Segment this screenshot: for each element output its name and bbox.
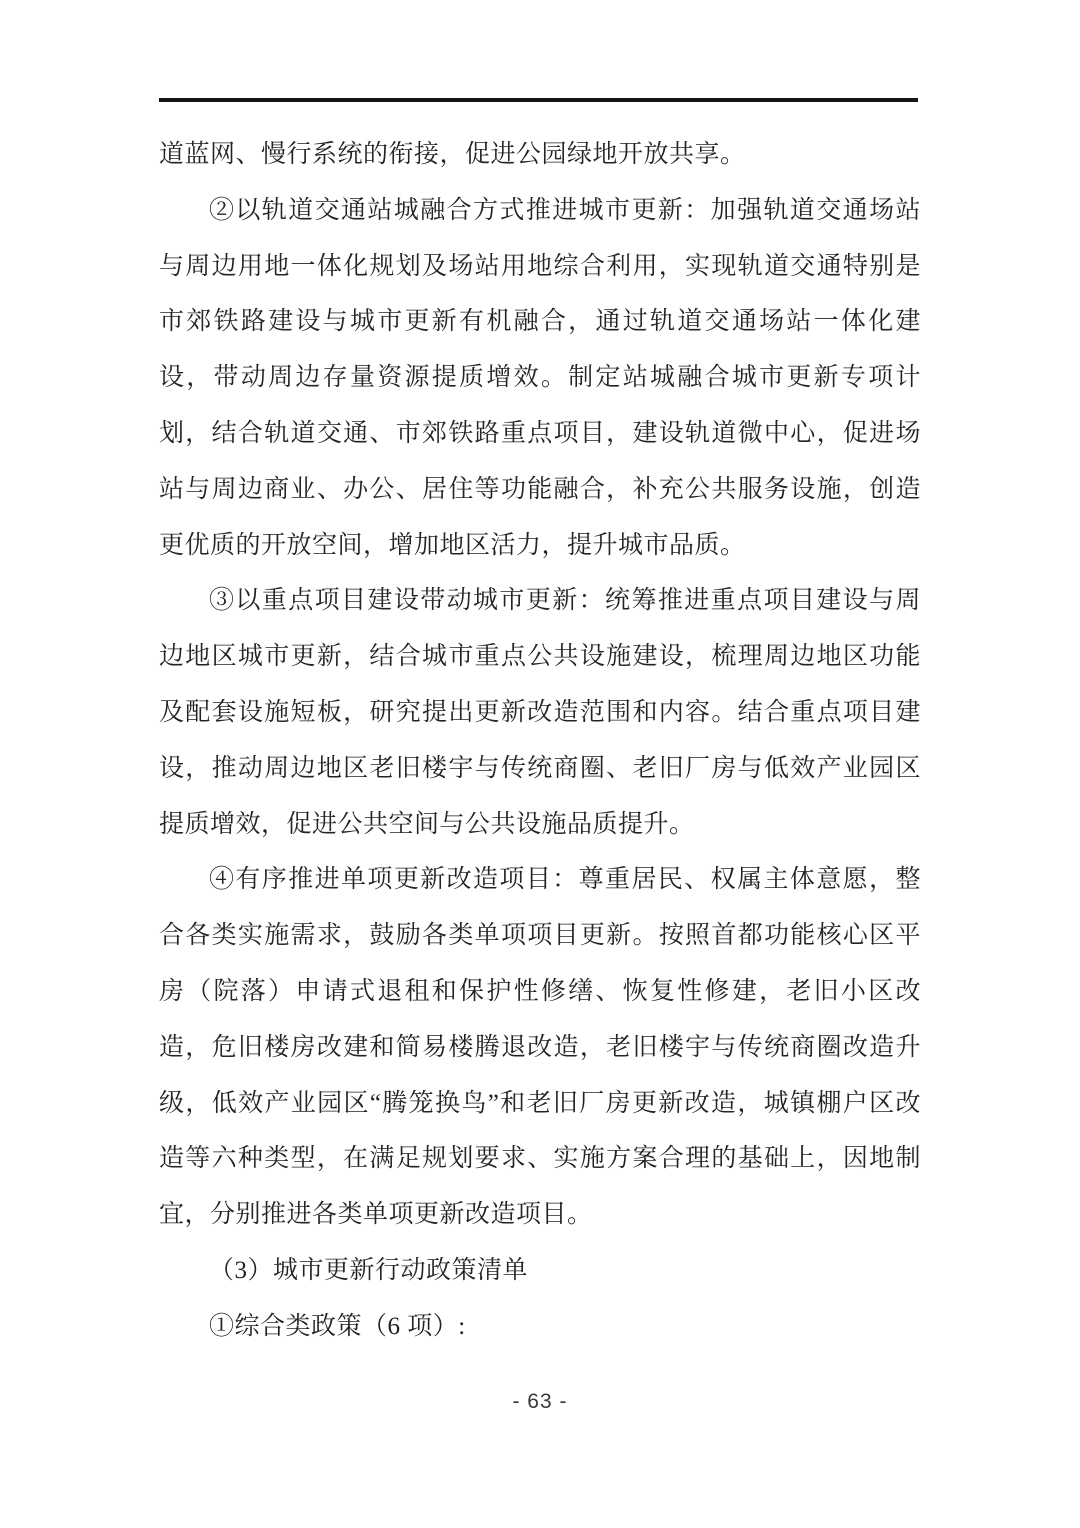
header-rule — [159, 98, 918, 102]
document-body — [159, 127, 921, 1355]
page-number: - 63 - — [512, 1390, 568, 1413]
paragraph-rail-transit-integration: ②以轨道交通站城融合方式推进城市更新：加强轨道交通场站与周边用地一体化规划及场站用地综合利用，实现轨道交通特别是市郊铁路建设与城市更新有机融合，通过轨道交通场站一体化建设，带动周边存量资源提质增效。制定站城融合城市更新专项计划，结合轨道交通、市郊铁路重点项目，建设轨道微中心，促进场站与周边商业、办公、居住等功能融合，补充公共服务设施，创造更优质的开放空间，增加地区活力，提升城市品质。 — [159, 196, 921, 559]
paragraph-key-projects: ③以重点项目建设带动城市更新：统筹推进重点项目建设与周边地区城市更新，结合城市重点公共设施建设，梳理周边地区功能及配套设施短板，研究提出更新改造范围和内容。结合重点项目建设，推动周边地区老旧楼宇与传统商圈、老旧厂房与低效产业园区提质增效，促进公共空间与公共设施品质提升。 — [159, 587, 921, 838]
paragraph-comprehensive-policy-heading: ①综合类政策（6 项）: — [209, 1312, 466, 1340]
paragraph-continuation: 道蓝网、慢行系统的衔接，促进公园绿地开放共享。 — [159, 141, 746, 168]
paragraph-policy-list-heading: （3）城市更新行动政策清单 — [209, 1256, 529, 1284]
paragraph-single-renewal-projects: ④有序推进单项更新改造项目：尊重居民、权属主体意愿，整合各类实施需求，鼓励各类单项项目更新。按照首都功能核心区平房（院落）申请式退租和保护性修缮、恢复性修建，老旧小区改造，危旧楼房改建和简易楼腾退改造，老旧楼宇与传统商圈改造升级，低效产业园区“腾笼换鸟”和老旧厂房更新改造，城镇棚户区改造等六种类型，在满足规划要求、实施方案合理的基础上，因地制宜，分别推进各类单项更新改造项目。 — [159, 866, 921, 1229]
